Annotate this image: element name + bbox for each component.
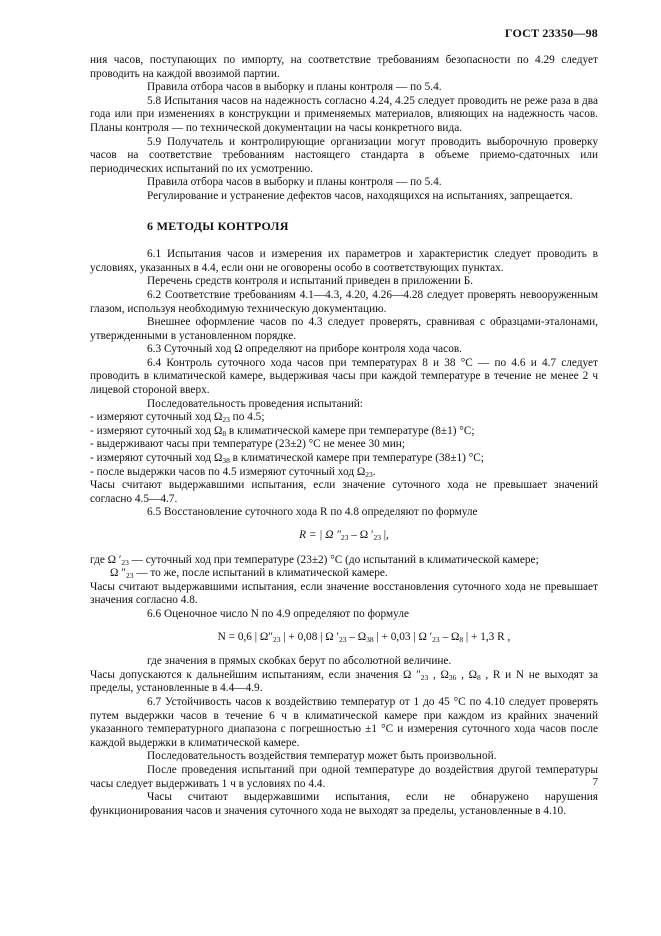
document-body [90, 54, 598, 818]
page-number: 7 [592, 776, 598, 788]
paragraph-6-7-order: Последовательность воздействия температур может быть произвольной. [147, 750, 497, 763]
paragraph-6-6-result: Часы допускаются к дальнейшим испытаниям, если значения Ω $''_{23}$ , $\Omega_{36}$ , $\Omega_8$ , R и N не выходят за пределы, установленные в 4.4—4.9. [90, 668, 598, 695]
list-item: - измеряют суточный ход $\Omega_{23}$ по 4.5; [90, 411, 265, 425]
paragraph-6-5: 6.5 Восстановление суточного хода R по 4.8 определяют по формуле [147, 506, 478, 519]
formula-legend-first: где Ω $'_{23}$ — суточный ход при температуре (23±2) °С (до испытаний в климатической камере; [90, 553, 539, 567]
paragraph-6-4: 6.4 Контроль суточного хода часов при температурах 8 и 38 °С — по 4.6 и 4.7 следует проводить в климатической камере, выдерживая часы при каждой температуре в течение не менее 2 ч лицевой стороной вверх. [90, 356, 598, 397]
formula-recovery: R = | Ω $''_{23}$ – Ω $'_{23}$ |, [299, 529, 389, 542]
paragraph-defects-prohibited: Регулирование и устранение дефектов часов, находящихся на испытаниях, запрещается. [147, 189, 573, 202]
paragraph-6-5-result: Часы считают выдержавшими испытания, если значение восстановления суточного хода не превышает значения согласно 4.8. [90, 580, 598, 607]
paragraph-6-1-list: Перечень средств контроля и испытаний приведен в приложении Б. [147, 275, 474, 288]
list-item: - после выдержки часов по 4.5 измеряют суточный ход $\Omega_{23}$. [90, 465, 376, 479]
paragraph-6-4-result: Часы считают выдержавшими испытания, если значение суточного хода не превышает значений согласно 4.5—4.7. [90, 479, 598, 505]
standard-header: ГОСТ 23350—98 [504, 26, 598, 40]
paragraph-continuation: ния часов, поступающих по импорту, на соответствие требованиям безопасности по 4.29 следует проводить на каждой ввозимой партии. [90, 54, 598, 80]
paragraph-6-7: 6.7 Устойчивость часов к воздействию температур от 1 до 45 °С по 4.10 следует проверять путем выдержки часов в течение 6 ч в климатической камере при каждом из крайних значений указанного температурного диапазона с погрешностью ±1 °С и измерения суточного хода часов после каждой выдержки в климатической камере. [90, 695, 598, 749]
paragraph-6-7-result: Часы считают выдержавшими испытания, если не обнаружено нарушения функционирования часов и значения суточного хода не выходят за пределы, установленные в 4.10. [90, 791, 598, 817]
paragraph-sampling-rules: Правила отбора часов в выборку и планы контроля — по 5.4. [147, 81, 442, 94]
list-item: - измеряют суточный ход $\Omega_{38}$ в климатической камере при температуре (38±1) °С; [90, 452, 484, 466]
paragraph-5-8: 5.8 Испытания часов на надежность согласно 4.24, 4.25 следует проводить не реже раза в два года или при изменениях в конструкции и применяемых материалов, влияющих на надежность часов. Планы контроля — по технической документации на часы конкретного вида. [90, 94, 598, 134]
formula-estimate: N = 0,6 | $\Omega''_{23}$ | + 0,08 | Ω $'_{23} - \Omega_{38}$ | + 0,03 | Ω $'_{23} - \Omega_8$ | + 1,3 R , [217, 630, 511, 644]
paragraph-6-6: 6.6 Оценочное число N по 4.9 определяют по формуле [147, 607, 409, 620]
list-item: - измеряют суточный ход $\Omega_8$ в климатической камере при температуре (8±1) °С; [90, 424, 475, 438]
paragraph-6-2-appearance: Внешнее оформление часов по 4.3 следует проверять, сравнивая с образцами-эталонами, утвержденными в установленном порядке. [90, 316, 598, 342]
paragraph-absolute-value: где значения в прямых скобках берут по абсолютной величине. [147, 655, 452, 668]
list-item: - выдерживают часы при температуре (23±2) °С не менее 30 мин; [90, 438, 405, 451]
paragraph-6-2: 6.2 Соответствие требованиям 4.1—4.3, 4.20, 4.26—4.28 следует проверять невооруженным глазом, используя необходимую техническую документацию. [90, 288, 598, 315]
paragraph-5-9: 5.9 Получатель и контролирующие организации могут проводить выборочную проверку часов на соответствие требованиям настоящего стандарта в объеме приемо-сдаточных или периодических испытаний по их усмотрению. [90, 135, 598, 175]
paragraph-6-7-hold: После проведения испытаний при одной температуре до воздействия другой температуры часы следует выдерживать 1 ч в условиях по 4.4. [90, 763, 598, 790]
formula-legend-second: Ω $''_{23}$ — то же, после испытаний в климатической камере. [110, 567, 388, 581]
paragraph-6-1: 6.1 Испытания часов и измерения их параметров и характеристик следует проводить в условиях, указанных в 4.4, если они не оговорены особо в соответствующих пунктах. [90, 248, 598, 274]
paragraph-6-3: 6.3 Суточный ход Ω определяют на приборе контроля хода часов. [147, 343, 463, 356]
paragraph-sampling-rules-2: Правила отбора часов в выборку и планы контроля — по 5.4. [147, 176, 442, 189]
section-heading-6: 6 МЕТОДЫ КОНТРОЛЯ [147, 218, 289, 233]
paragraph-6-4-sequence: Последовательность проведения испытаний: [147, 397, 363, 410]
